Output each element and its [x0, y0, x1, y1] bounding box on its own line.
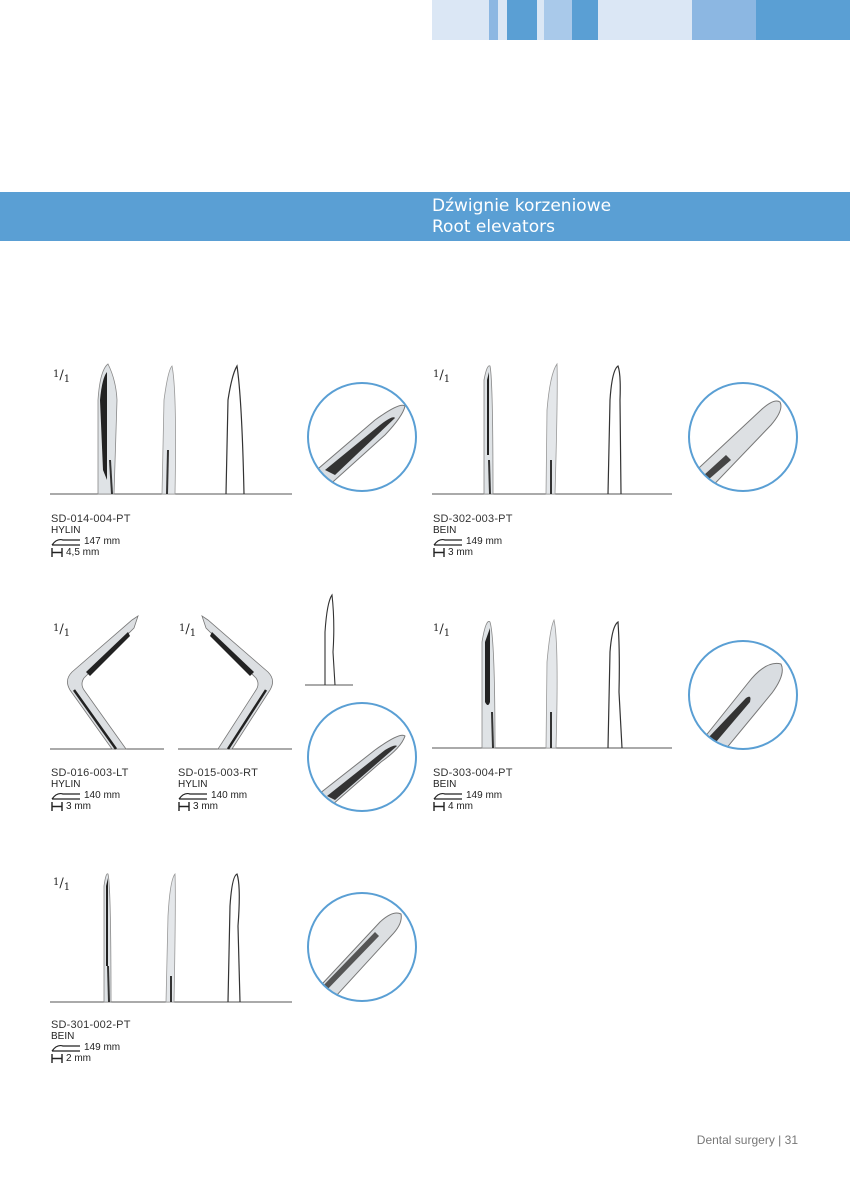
header-decoration-block [756, 0, 850, 40]
length-icon [51, 791, 81, 800]
page-footer [697, 1133, 798, 1147]
scale-label: $^1/_1$ [53, 876, 71, 893]
instrument-views [50, 866, 295, 1006]
instrument-views [432, 360, 677, 500]
product-width: 3 mm [193, 801, 218, 812]
length-icon [433, 537, 463, 546]
product-code: SD-302-003-PT [433, 513, 513, 525]
product-type: BEIN [433, 525, 457, 536]
product-type: HYLIN [51, 779, 81, 790]
instrument-view-right [176, 610, 296, 755]
product-spec [51, 514, 131, 558]
length-icon [433, 791, 463, 800]
product-width: 3 mm [66, 801, 91, 812]
width-icon [178, 802, 190, 811]
product-length: 147 mm [84, 536, 121, 547]
width-icon [433, 802, 445, 811]
product-length: 140 mm [211, 790, 248, 801]
product-code: SD-014-004-PT [51, 513, 131, 525]
instrument-views [432, 612, 677, 752]
product-length: 149 mm [466, 790, 503, 801]
product-spec [178, 768, 258, 812]
product-code: SD-303-004-PT [433, 767, 513, 779]
instrument-views [50, 360, 295, 500]
product-length: 140 mm [84, 790, 121, 801]
product-width: 2 mm [66, 1053, 91, 1064]
scale-label: $^1/_1$ [433, 368, 451, 385]
product-type: HYLIN [178, 779, 208, 790]
product-spec [433, 514, 513, 558]
product-spec [51, 768, 129, 812]
product-length: 149 mm [466, 536, 503, 547]
product-length: 149 mm [84, 1042, 121, 1053]
scale-label: $^1/_1$ [433, 622, 451, 639]
scale-label: $^1/_1$ [179, 622, 197, 639]
product-type: HYLIN [51, 525, 81, 536]
length-icon [178, 791, 208, 800]
header-decoration-block [692, 0, 756, 40]
section-title [432, 196, 611, 238]
width-icon [433, 548, 445, 557]
product-width: 4 mm [448, 801, 473, 812]
section-banner [0, 192, 850, 241]
width-icon [51, 1054, 63, 1063]
product-type: BEIN [51, 1031, 75, 1042]
zoom-detail-icon [686, 638, 800, 752]
product-spec [51, 1020, 131, 1064]
page-number: 31 [784, 1133, 798, 1147]
length-icon [51, 537, 81, 546]
zoom-detail-icon [305, 890, 419, 1004]
section-title-polish: Dźwignie korzeniowe [432, 196, 612, 216]
product-width: 3 mm [448, 547, 473, 558]
scale-label: $^1/_1$ [53, 368, 71, 385]
length-icon [51, 1043, 81, 1052]
footer-separator: | [778, 1133, 782, 1147]
product-width: 4,5 mm [66, 547, 100, 558]
scale-label: $^1/_1$ [53, 622, 71, 639]
zoom-detail-icon [686, 380, 800, 494]
product-type: BEIN [433, 779, 457, 790]
header-decoration-block [544, 0, 572, 40]
product-spec [433, 768, 513, 812]
section-title-english: Root elevators [432, 217, 555, 237]
product-code: SD-015-003-RT [178, 767, 259, 779]
zoom-detail-icon [305, 700, 419, 814]
width-icon [51, 802, 63, 811]
zoom-detail-icon [305, 380, 419, 494]
footer-section: Dental surgery [696, 1133, 775, 1147]
header-decoration-block [572, 0, 598, 40]
product-code: SD-016-003-LT [51, 767, 129, 779]
instrument-view-left [50, 610, 170, 755]
width-icon [51, 548, 63, 557]
product-code: SD-301-002-PT [51, 1019, 131, 1031]
header-decoration-block [489, 0, 498, 40]
header-decoration-block [507, 0, 537, 40]
instrument-outline-small [305, 592, 357, 688]
